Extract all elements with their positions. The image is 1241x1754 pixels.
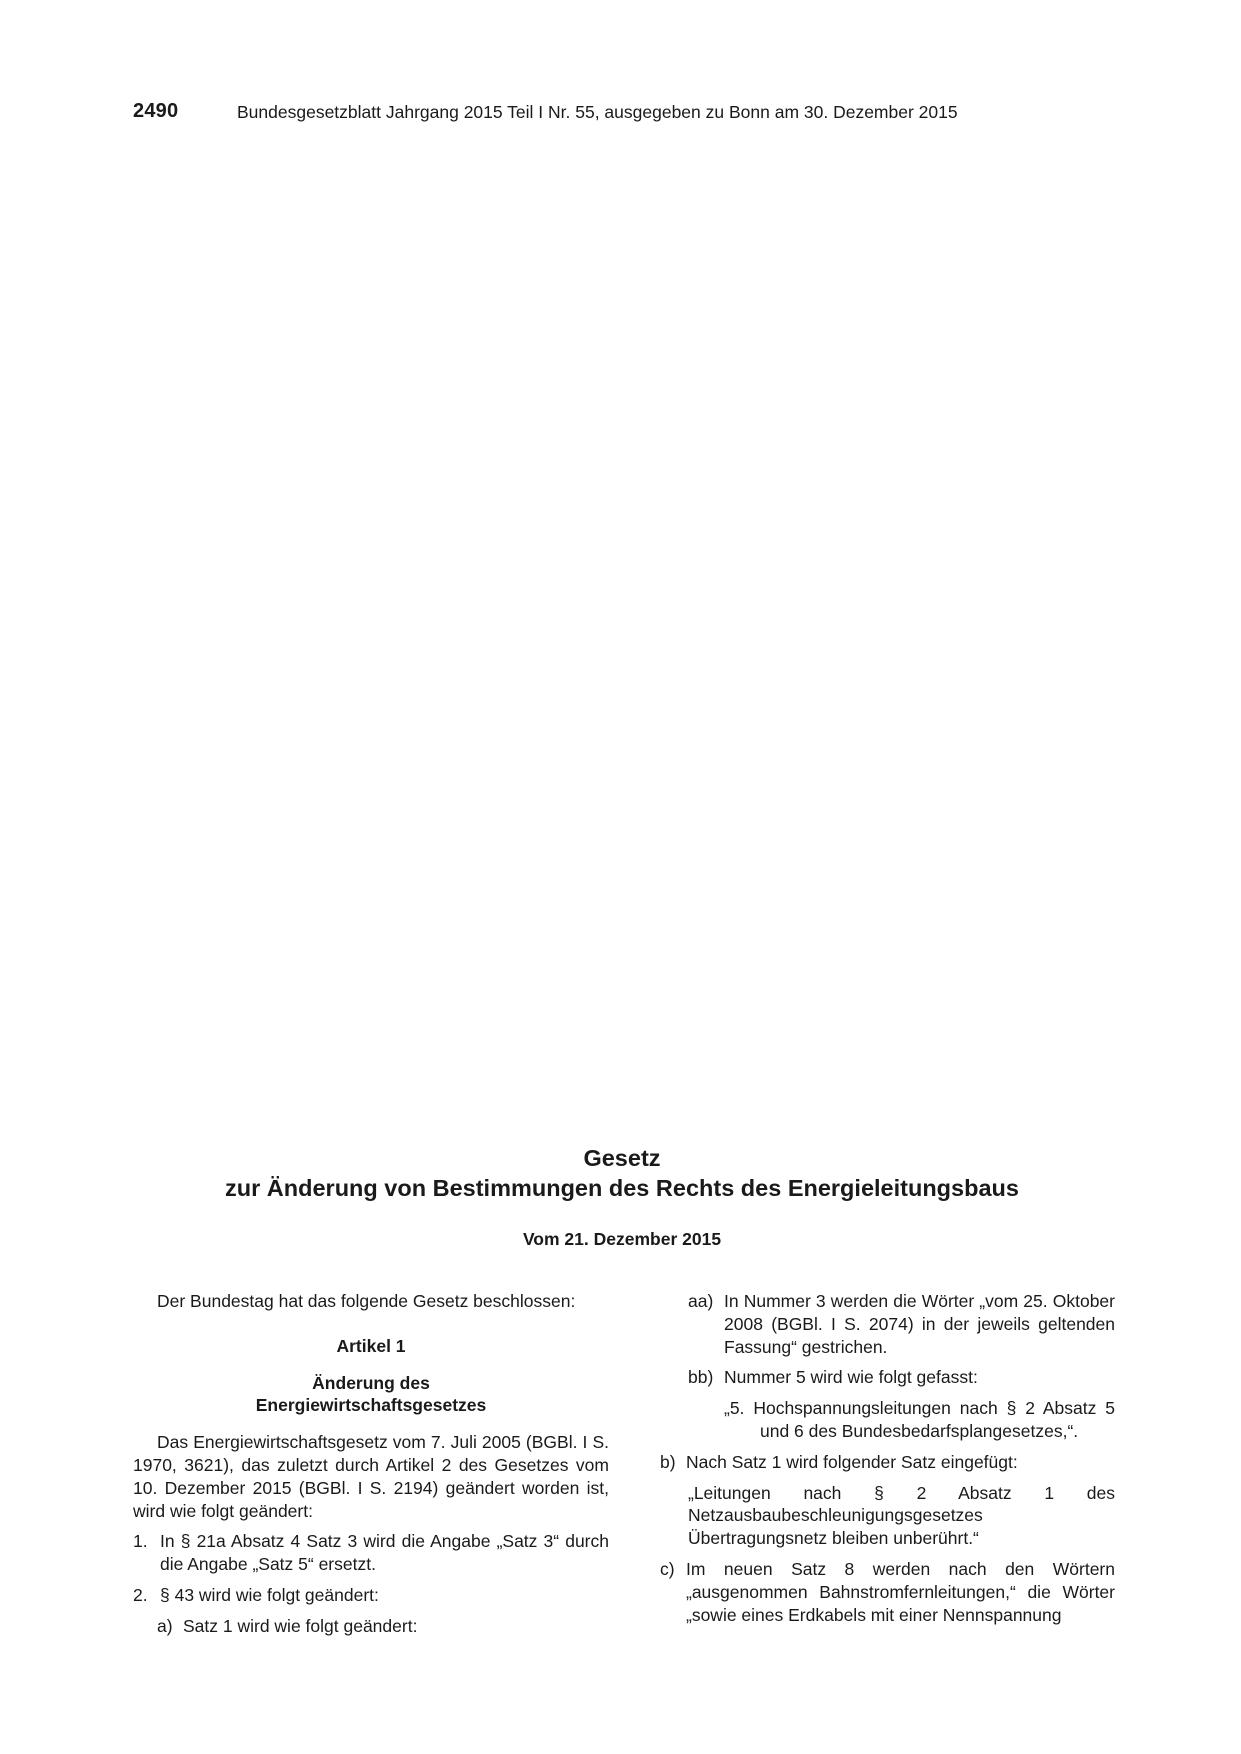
left-column (133, 1290, 609, 1638)
list-item-label: 1. (133, 1531, 148, 1552)
list-item-text: In § 21a Absatz 4 Satz 3 wird die Angabe „Satz 3“ durch die Angabe „Satz 5“ ersetzt. (160, 1531, 609, 1575)
article-intro: Das Energiewirtschaftsgesetz vom 7. Juli 2005 (BGBl. I S. 1970, 3621), das zuletzt durch Artikel 2 des Gesetzes vom 10. Dezember 2015 (BGBl. I S. 2194) geändert worden ist, wird wie folgt geändert: (133, 1432, 609, 1521)
list-item-2 (133, 1584, 609, 1607)
list-item-label: 2. (133, 1584, 148, 1605)
list-item-text: Nummer 5 wird wie folgt gefasst: (724, 1367, 978, 1388)
list-item-label: b) (660, 1451, 676, 1472)
page-number: 2490 (133, 100, 179, 122)
article-title-line2: Energiewirtschaftsgesetzes (255, 1395, 487, 1416)
right-column (660, 1290, 1115, 1626)
list-item-text: Nach Satz 1 wird folgender Satz eingefügt: (686, 1451, 1018, 1472)
list-item-text: In Nummer 3 werden die Wörter „vom 25. Oktober 2008 (BGBl. I S. 2074) in der jeweils geltenden Fassung“ gestrichen. (724, 1291, 1115, 1357)
list-item-text: Im neuen Satz 8 werden nach den Wörtern „ausgenommen Bahnstromfernleitungen,“ die Wörter „sowie eines Erdkabels mit einer Nennspannung (686, 1558, 1115, 1625)
law-title: Gesetz (583, 1145, 661, 1171)
list-item-text: Satz 1 wird wie folgt geändert: (183, 1615, 418, 1636)
list-item-label: aa) (688, 1291, 714, 1311)
article-title-line1: Änderung des (312, 1372, 430, 1393)
law-title-block (133, 1143, 1111, 1250)
running-title: Bundesgesetzblatt Jahrgang 2015 Teil I Nr. 55, ausgegeben zu Bonn am 30. Dezember 2015 (237, 102, 958, 122)
quoted-text: „5. Hochspannungsleitungen nach § 2 Absatz 5 und 6 des Bundesbedarfsplangesetzes,“. (724, 1398, 1115, 1441)
list-item-aa (660, 1290, 1115, 1358)
quoted-amendment-bb (724, 1397, 1115, 1443)
list-item-bb (660, 1366, 1115, 1389)
list-item-c (660, 1558, 1115, 1626)
list-item-label: bb) (688, 1367, 714, 1388)
preamble: Der Bundestag hat das folgende Gesetz beschlossen: (157, 1291, 576, 1311)
quoted-text: „Leitungen nach § 2 Absatz 1 des Netzausbaubeschleunigungsgesetzes Übertragungsnetz bleiben unberührt.“ (688, 1482, 1115, 1549)
list-item-text: § 43 wird wie folgt geändert: (160, 1584, 379, 1605)
list-item-2a (133, 1615, 609, 1638)
law-date: Vom 21. Dezember 2015 (522, 1229, 722, 1249)
list-item-1 (133, 1530, 609, 1576)
list-item-label: c) (660, 1558, 675, 1579)
list-item-b (660, 1451, 1115, 1474)
list-item-label: a) (157, 1615, 173, 1636)
law-subtitle: zur Änderung von Bestimmungen des Rechts des Energieleitungsbaus (225, 1175, 1019, 1201)
article-heading: Artikel 1 (336, 1335, 406, 1356)
quoted-amendment-b (688, 1482, 1115, 1550)
